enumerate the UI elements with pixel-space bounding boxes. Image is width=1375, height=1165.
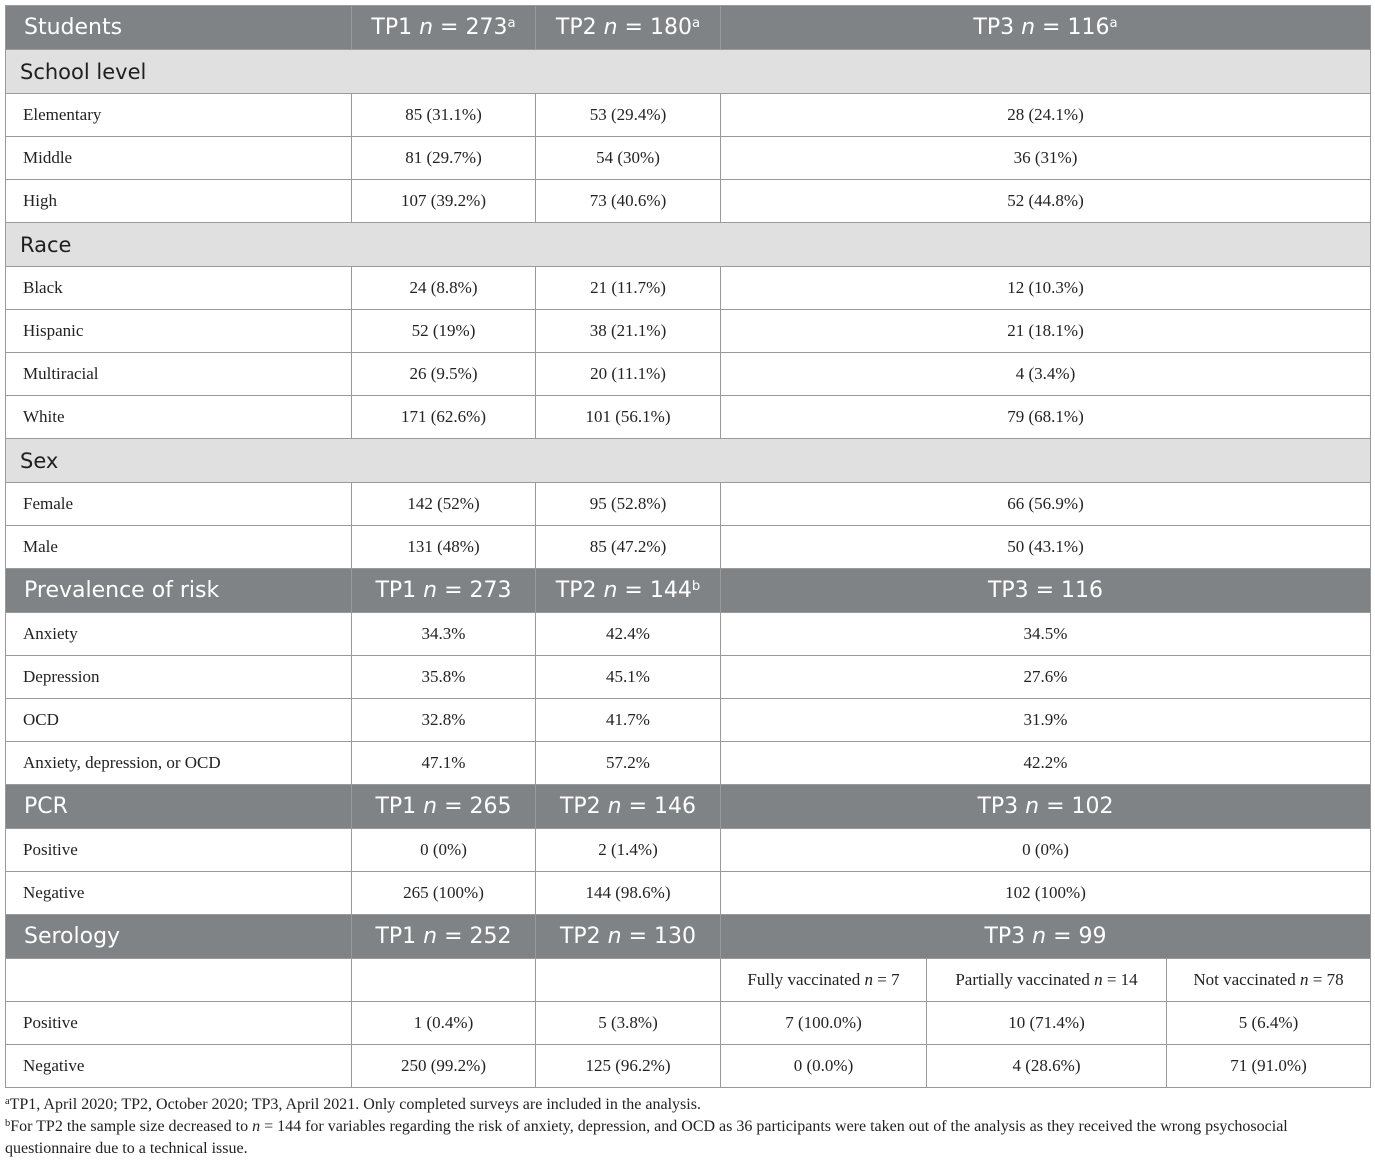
cell-tp3: 42.2% [721,742,1371,785]
table-row [6,699,1371,742]
cell-tp3: 36 (31%) [721,137,1371,180]
cell-tp2: 2 (1.4%) [536,829,721,872]
cell-tp1: 142 (52%) [352,483,536,526]
cell-tp3: 31.9% [721,699,1371,742]
demographics-table [5,5,1371,1088]
cell-tp3: 0 (0%) [721,829,1371,872]
risk-header-row [6,569,1371,613]
cell-tp1: 265 (100%) [352,872,536,915]
students-header-tp1: TP1 $n = 273^a$ [352,6,536,50]
table-row [6,94,1371,137]
cell-fully-vaccinated: 7 (100.0%) [721,1002,927,1045]
row-label: Middle [6,137,352,180]
cell-not-vaccinated: 71 (91.0%) [1167,1045,1371,1088]
risk-header-tp2: TP2 $n = 144^b$ [536,569,721,613]
table-row [6,180,1371,223]
cell-tp2: 38 (21.1%) [536,310,721,353]
cell-not-vaccinated: 5 (6.4%) [1167,1002,1371,1045]
table-container [5,5,1370,1160]
subheader-not-vaccinated: Not vaccinated n = 78 [1167,959,1371,1002]
table-row [6,483,1371,526]
section-row-race [6,223,1371,267]
row-label: Negative [6,872,352,915]
cell-tp3: 52 (44.8%) [721,180,1371,223]
cell-tp3: 4 (3.4%) [721,353,1371,396]
row-label: Positive [6,1002,352,1045]
row-label: Anxiety [6,613,352,656]
cell-tp1: 131 (48%) [352,526,536,569]
cell-tp1: 34.3% [352,613,536,656]
cell-tp2: 144 (98.6%) [536,872,721,915]
cell-tp2: 57.2% [536,742,721,785]
cell-tp1: 85 (31.1%) [352,94,536,137]
students-header-label: Students [6,6,352,50]
serology-subheader-row [6,959,1371,1002]
empty-cell [352,959,536,1002]
footnotes [5,1094,1370,1160]
cell-tp2: 41.7% [536,699,721,742]
row-label: Hispanic [6,310,352,353]
table-row [6,656,1371,699]
table-row [6,137,1371,180]
table-row [6,1045,1371,1088]
cell-tp1: 1 (0.4%) [352,1002,536,1045]
table-row [6,396,1371,439]
table-row [6,613,1371,656]
section-row-school-level [6,50,1371,94]
cell-tp2: 54 (30%) [536,137,721,180]
table-row [6,353,1371,396]
section-row-sex [6,439,1371,483]
table-row [6,829,1371,872]
risk-header-tp1: TP1 n = 273 [352,569,536,613]
cell-tp3: 34.5% [721,613,1371,656]
students-header-tp3: TP3 $n = 116^a$ [721,6,1371,50]
cell-tp2: 53 (29.4%) [536,94,721,137]
students-header-tp2: TP2 $n = 180^a$ [536,6,721,50]
table-row [6,742,1371,785]
section-title: School level [6,50,1371,94]
cell-tp1: 250 (99.2%) [352,1045,536,1088]
cell-tp1: 47.1% [352,742,536,785]
row-label: Depression [6,656,352,699]
pcr-header-label: PCR [6,785,352,829]
pcr-header-tp2: TP2 n = 146 [536,785,721,829]
row-label: Male [6,526,352,569]
section-title: Sex [6,439,1371,483]
cell-tp3: 12 (10.3%) [721,267,1371,310]
cell-tp3: 66 (56.9%) [721,483,1371,526]
table-row [6,267,1371,310]
serology-header-tp1: TP1 n = 252 [352,915,536,959]
cell-tp1: 26 (9.5%) [352,353,536,396]
subheader-partially-vaccinated: Partially vaccinated n = 14 [927,959,1167,1002]
pcr-header-tp3: TP3 n = 102 [721,785,1371,829]
section-title: Race [6,223,1371,267]
cell-tp3: 102 (100%) [721,872,1371,915]
cell-tp1: 107 (39.2%) [352,180,536,223]
cell-fully-vaccinated: 0 (0.0%) [721,1045,927,1088]
empty-cell [536,959,721,1002]
row-label: Positive [6,829,352,872]
pcr-header-row [6,785,1371,829]
footnote-b: $^b$For TP2 the sample size decreased to n = 144 for variables regarding the risk of anxiety, depression, and OCD as 36 participants were taken out of the analysis as they received the wrong psychosocial questionnaire due to a technical issue. [5,1117,1288,1157]
table-row [6,310,1371,353]
cell-partially-vaccinated: 4 (28.6%) [927,1045,1167,1088]
cell-tp3: 79 (68.1%) [721,396,1371,439]
row-label: Negative [6,1045,352,1088]
risk-header-label: Prevalence of risk [6,569,352,613]
cell-tp2: 42.4% [536,613,721,656]
students-header-row [6,6,1371,50]
cell-tp1: 32.8% [352,699,536,742]
serology-header-row [6,915,1371,959]
table-row [6,1002,1371,1045]
cell-tp2: 20 (11.1%) [536,353,721,396]
row-label: White [6,396,352,439]
table-row [6,526,1371,569]
cell-tp2: 85 (47.2%) [536,526,721,569]
cell-tp2: 73 (40.6%) [536,180,721,223]
row-label: Black [6,267,352,310]
row-label: Elementary [6,94,352,137]
cell-tp2: 21 (11.7%) [536,267,721,310]
pcr-header-tp1: TP1 n = 265 [352,785,536,829]
table-row [6,872,1371,915]
row-label: High [6,180,352,223]
cell-tp3: 50 (43.1%) [721,526,1371,569]
cell-tp1: 52 (19%) [352,310,536,353]
row-label: OCD [6,699,352,742]
serology-header-tp3: TP3 n = 99 [721,915,1371,959]
cell-tp3: 27.6% [721,656,1371,699]
serology-header-label: Serology [6,915,352,959]
cell-tp1: 0 (0%) [352,829,536,872]
row-label: Multiracial [6,353,352,396]
cell-tp1: 171 (62.6%) [352,396,536,439]
cell-tp2: 45.1% [536,656,721,699]
subheader-fully-vaccinated: Fully vaccinated n = 7 [721,959,927,1002]
cell-tp1: 24 (8.8%) [352,267,536,310]
cell-tp2: 125 (96.2%) [536,1045,721,1088]
row-label: Anxiety, depression, or OCD [6,742,352,785]
cell-tp3: 28 (24.1%) [721,94,1371,137]
cell-tp2: 95 (52.8%) [536,483,721,526]
row-label: Female [6,483,352,526]
cell-partially-vaccinated: 10 (71.4%) [927,1002,1167,1045]
empty-cell [6,959,352,1002]
risk-header-tp3: TP3 = 116 [721,569,1371,613]
cell-tp1: 35.8% [352,656,536,699]
footnote-a: $^a$TP1, April 2020; TP2, October 2020; TP3, April 2021. Only completed surveys are included in the analysis. [5,1095,701,1113]
serology-header-tp2: TP2 n = 130 [536,915,721,959]
cell-tp2: 101 (56.1%) [536,396,721,439]
cell-tp3: 21 (18.1%) [721,310,1371,353]
cell-tp2: 5 (3.8%) [536,1002,721,1045]
cell-tp1: 81 (29.7%) [352,137,536,180]
